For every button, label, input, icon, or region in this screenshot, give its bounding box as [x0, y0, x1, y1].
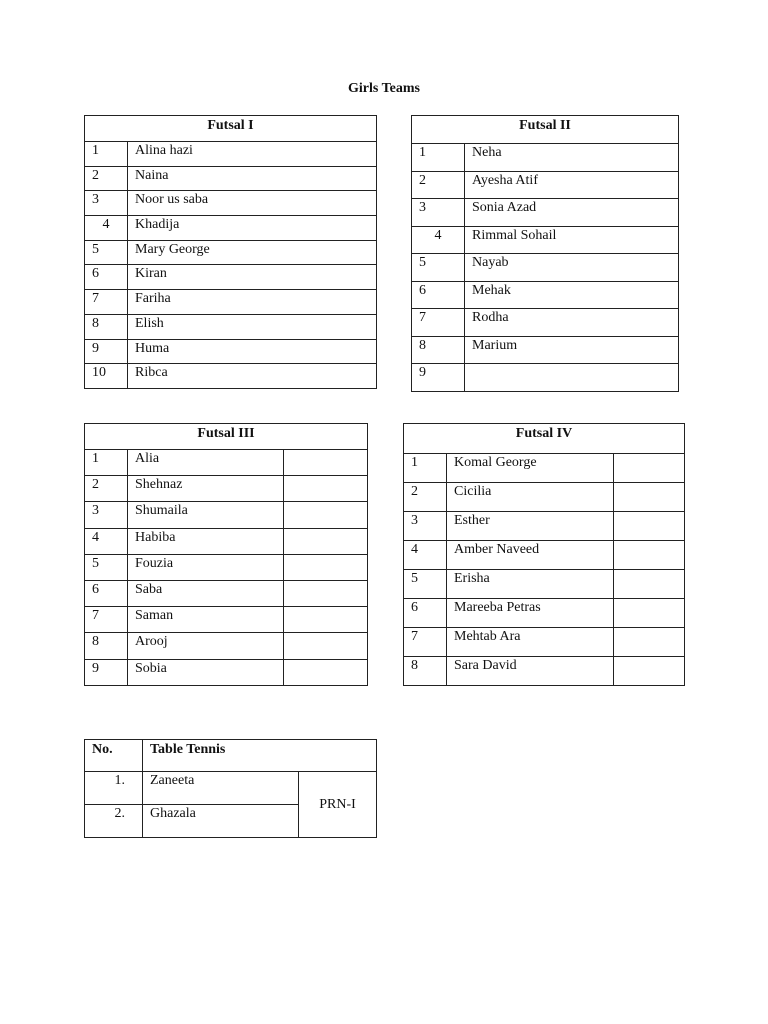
- table-row: [404, 483, 685, 512]
- table-row: [85, 554, 368, 580]
- futsal-4-table: [403, 423, 685, 686]
- page-title: Girls Teams: [348, 81, 420, 96]
- player-name: Shumaila: [128, 502, 284, 528]
- table-row: [85, 364, 377, 389]
- row-number: 4: [85, 216, 128, 241]
- table-row: [412, 144, 679, 172]
- player-name: Marium: [465, 336, 679, 364]
- row-number: 1.: [85, 772, 143, 805]
- table-row: [85, 240, 377, 265]
- row-number: 1: [85, 142, 128, 167]
- empty-cell: [284, 659, 368, 685]
- row-number: 8: [85, 314, 128, 339]
- player-name: Mehak: [465, 281, 679, 309]
- row-number: 1: [412, 144, 465, 172]
- player-name: Alina hazi: [128, 142, 377, 167]
- empty-cell: [614, 599, 685, 628]
- group-label: PRN-I: [299, 772, 377, 838]
- row-number: 7: [412, 309, 465, 337]
- player-name: Khadija: [128, 216, 377, 241]
- table-row: [85, 290, 377, 315]
- player-name: Komal George: [447, 454, 614, 483]
- row-number: 5: [85, 554, 128, 580]
- table-row: [404, 599, 685, 628]
- player-name: Rimmal Sohail: [465, 226, 679, 254]
- row-number: 3: [404, 512, 447, 541]
- row-number: 3: [85, 191, 128, 216]
- futsal-1-table: [84, 115, 377, 389]
- player-name: Cicilia: [447, 483, 614, 512]
- row-number: 5: [85, 240, 128, 265]
- table-row: [85, 528, 368, 554]
- row-number: 4: [85, 528, 128, 554]
- player-name: Mehtab Ara: [447, 628, 614, 657]
- futsal-2-table: [411, 115, 679, 392]
- row-number: 9: [85, 339, 128, 364]
- player-name: Saba: [128, 580, 284, 606]
- player-name: Mareeba Petras: [447, 599, 614, 628]
- empty-cell: [284, 633, 368, 659]
- table-row: [404, 570, 685, 599]
- empty-cell: [614, 512, 685, 541]
- player-name: Ayesha Atif: [465, 171, 679, 199]
- empty-cell: [614, 657, 685, 686]
- row-number: 1: [404, 454, 447, 483]
- futsal-3-header: Futsal III: [85, 424, 368, 450]
- empty-cell: [614, 483, 685, 512]
- player-name: Noor us saba: [128, 191, 377, 216]
- empty-cell: [284, 528, 368, 554]
- player-name: Habiba: [128, 528, 284, 554]
- player-name: Erisha: [447, 570, 614, 599]
- table-row: [85, 502, 368, 528]
- table-row: [404, 541, 685, 570]
- row-number: 2: [404, 483, 447, 512]
- empty-cell: [614, 541, 685, 570]
- row-number: 2: [85, 166, 128, 191]
- player-name: Elish: [128, 314, 377, 339]
- table-row: [85, 772, 377, 805]
- row-number: 6: [412, 281, 465, 309]
- player-name: Rodha: [465, 309, 679, 337]
- row-number: 7: [404, 628, 447, 657]
- player-name: Mary George: [128, 240, 377, 265]
- row-number: 9: [85, 659, 128, 685]
- table-row: [404, 657, 685, 686]
- empty-cell: [284, 607, 368, 633]
- table-row: [85, 166, 377, 191]
- row-number: 8: [85, 633, 128, 659]
- table-row: [404, 454, 685, 483]
- row-number: 1: [85, 450, 128, 476]
- table-row: [412, 254, 679, 282]
- table-tennis-header: Table Tennis: [143, 740, 377, 772]
- empty-cell: [284, 580, 368, 606]
- table-row: [412, 199, 679, 227]
- table-row: [85, 216, 377, 241]
- table-tennis-table: [84, 739, 377, 838]
- player-name: Arooj: [128, 633, 284, 659]
- empty-cell: [614, 628, 685, 657]
- empty-cell: [614, 454, 685, 483]
- row-number: 3: [85, 502, 128, 528]
- table-row: [412, 171, 679, 199]
- row-number: 2.: [85, 805, 143, 838]
- table-row: [85, 265, 377, 290]
- player-name: Ribca: [128, 364, 377, 389]
- player-name: Shehnaz: [128, 476, 284, 502]
- player-name: Amber Naveed: [447, 541, 614, 570]
- row-number: 3: [412, 199, 465, 227]
- player-name: Fariha: [128, 290, 377, 315]
- table-row: [85, 659, 368, 685]
- row-number: 5: [412, 254, 465, 282]
- row-number: 10: [85, 364, 128, 389]
- empty-cell: [614, 570, 685, 599]
- row-number: 2: [412, 171, 465, 199]
- player-name: Kiran: [128, 265, 377, 290]
- player-name: Sobia: [128, 659, 284, 685]
- player-name: [465, 364, 679, 392]
- player-name: Naina: [128, 166, 377, 191]
- player-name: Fouzia: [128, 554, 284, 580]
- row-number: 6: [85, 580, 128, 606]
- player-name: Sara David: [447, 657, 614, 686]
- player-name: Saman: [128, 607, 284, 633]
- table-row: [85, 142, 377, 167]
- player-name: Neha: [465, 144, 679, 172]
- table-row: [85, 339, 377, 364]
- futsal-1-header: Futsal I: [85, 116, 377, 142]
- table-row: [404, 628, 685, 657]
- row-number: 6: [85, 265, 128, 290]
- row-number: 7: [85, 607, 128, 633]
- row-number: 4: [404, 541, 447, 570]
- row-number: 8: [412, 336, 465, 364]
- empty-cell: [284, 450, 368, 476]
- table-row: [412, 226, 679, 254]
- table-row: [412, 364, 679, 392]
- player-name: Esther: [447, 512, 614, 541]
- table-tennis-no-header: No.: [85, 740, 143, 772]
- table-row: [85, 476, 368, 502]
- player-name: Huma: [128, 339, 377, 364]
- futsal-2-header: Futsal II: [412, 116, 679, 144]
- table-row: [85, 450, 368, 476]
- table-row: [85, 580, 368, 606]
- row-number: 2: [85, 476, 128, 502]
- row-number: 8: [404, 657, 447, 686]
- row-number: 6: [404, 599, 447, 628]
- futsal-4-header: Futsal IV: [404, 424, 685, 454]
- player-name: Nayab: [465, 254, 679, 282]
- player-name: Zaneeta: [143, 772, 299, 805]
- table-row: [412, 281, 679, 309]
- table-row: [404, 512, 685, 541]
- table-row: [412, 309, 679, 337]
- table-row: [85, 191, 377, 216]
- row-number: 4: [412, 226, 465, 254]
- empty-cell: [284, 502, 368, 528]
- empty-cell: [284, 554, 368, 580]
- futsal-3-table: [84, 423, 368, 686]
- player-name: Sonia Azad: [465, 199, 679, 227]
- empty-cell: [284, 476, 368, 502]
- player-name: Ghazala: [143, 805, 299, 838]
- table-row: [412, 336, 679, 364]
- table-row: [85, 607, 368, 633]
- row-number: 5: [404, 570, 447, 599]
- row-number: 7: [85, 290, 128, 315]
- row-number: 9: [412, 364, 465, 392]
- table-row: [85, 314, 377, 339]
- player-name: Alia: [128, 450, 284, 476]
- table-row: [85, 633, 368, 659]
